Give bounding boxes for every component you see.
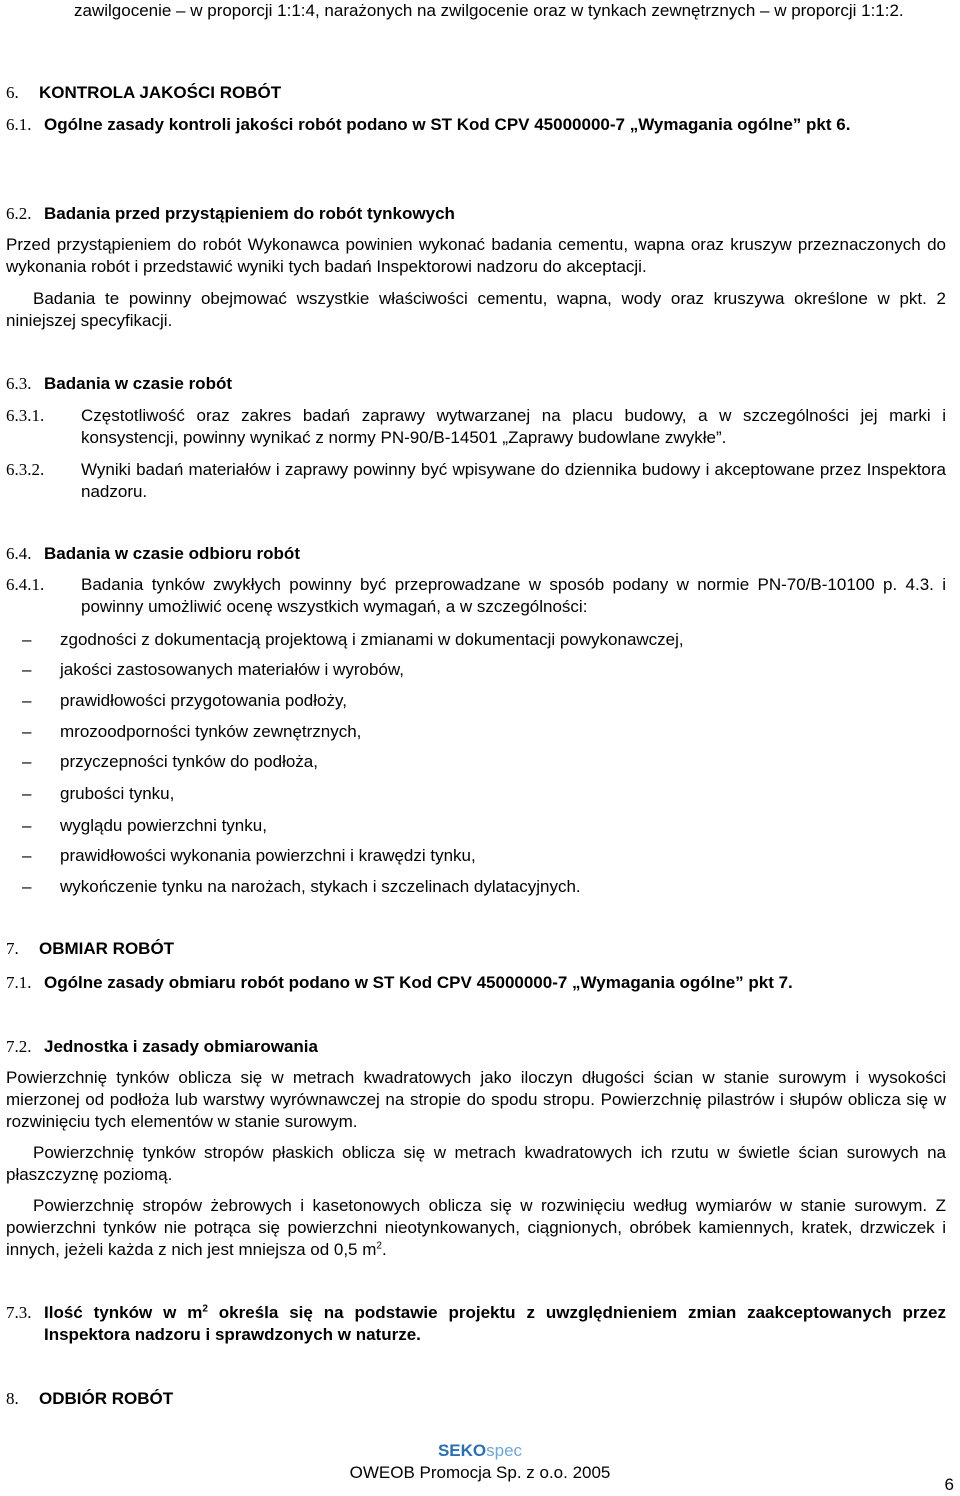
list-item-text: wykończenie tynku na narożach, stykach i szczelinach dylatacyjnych. xyxy=(60,877,581,896)
section-7-2-paragraph-3 xyxy=(6,1195,946,1261)
list-item-text: prawidłowości przygotowania podłoży, xyxy=(60,691,347,710)
section-7-2-heading xyxy=(6,1036,318,1058)
dash-marker: – xyxy=(22,846,32,865)
list-item xyxy=(22,876,960,898)
logo-part-seko: SEKO xyxy=(437,1441,487,1460)
section-title: ODBIÓR ROBÓT xyxy=(39,1389,174,1408)
title-part-a: Ilość tynków w m xyxy=(44,1303,203,1322)
section-6-3-heading xyxy=(6,373,232,395)
section-number: 7.1. xyxy=(6,973,32,992)
intro-paragraph: zawilgocenie – w proporcji 1:1:4, narażonych na zwilgocenie oraz w tynkach zewnętrznych – w proporcji 1:1:2. xyxy=(74,1,904,20)
list-item-text: wyglądu powierzchni tynku, xyxy=(60,816,267,835)
item-text: Wyniki badań materiałów i zaprawy powinny być wpisywane do dziennika budowy i akceptowane przez Inspektora nadzoru. xyxy=(81,460,946,501)
section-7-1-heading xyxy=(6,972,793,994)
section-number: 7.2. xyxy=(6,1037,32,1056)
list-item-text: grubości tynku, xyxy=(60,784,175,803)
page-number: 6 xyxy=(944,1475,954,1494)
dash-marker: – xyxy=(22,784,32,803)
footer-logo xyxy=(0,1440,960,1462)
item-text: Badania tynków zwykłych powinny być przeprowadzane w sposób podany w normie PN-70/B-10100 p. 4.3. i powinny umożliwić ocenę wszystkich wymagań, a w szczególności: xyxy=(81,575,946,616)
list-item-text: jakości zastosowanych materiałów i wyrobów, xyxy=(60,660,404,679)
section-title: Jednostka i zasady obmiarowania xyxy=(44,1037,318,1056)
footer-publisher: OWEOB Promocja Sp. z o.o. 2005 xyxy=(349,1463,611,1482)
superscript: 2 xyxy=(376,1240,382,1252)
item-number: 6.3.1. xyxy=(6,406,45,425)
section-number: 6.1. xyxy=(6,115,32,134)
section-title: Ogólne zasady kontroli jakości robót podano w ST Kod CPV 45000000-7 „Wymagania ogólne” pkt 6. xyxy=(44,115,851,134)
section-title: KONTROLA JAKOŚCI ROBÓT xyxy=(39,83,282,102)
item-6-3-2 xyxy=(6,459,946,503)
item-text: Częstotliwość oraz zakres badań zaprawy wytwarzanej na placu budowy, a w szczególności jej marki i konsystencji, powinny wynikać z normy PN-90/B-14501 „Zaprawy budowlane zwykłe”. xyxy=(81,406,946,447)
title-part-b: określa się na podstawie projektu z uwzględnieniem zmian zaakceptowanych przez Inspektora nadzoru i sprawdzonych w naturze. xyxy=(44,1303,946,1344)
section-number: 6.2. xyxy=(6,204,32,223)
section-number: 6.3. xyxy=(6,374,32,393)
section-number: 7.3. xyxy=(6,1303,32,1322)
section-title: Badania w czasie odbioru robót xyxy=(44,544,300,563)
item-number: 6.4.1. xyxy=(6,575,45,594)
dash-marker: – xyxy=(22,660,32,679)
list-item xyxy=(22,751,960,773)
section-number: 7. xyxy=(6,939,19,958)
section-6-4-heading xyxy=(6,543,300,565)
superscript: 2 xyxy=(202,1303,208,1315)
section-7-heading xyxy=(6,938,174,960)
list-item-text: prawidłowości wykonania powierzchni i krawędzi tynku, xyxy=(60,846,476,865)
dash-marker: – xyxy=(22,691,32,710)
list-item xyxy=(22,629,960,651)
section-6-2-heading xyxy=(6,203,455,225)
section-title: Ogólne zasady obmiaru robót podano w ST Kod CPV 45000000-7 „Wymagania ogólne” pkt 7. xyxy=(44,973,793,992)
section-6-2-paragraph-1: Przed przystąpieniem do robót Wykonawca powinien wykonać badania cementu, wapna oraz kruszyw przeznaczonych do wykonania robót i przedstawić wyniki tych badań Inspektorowi nadzoru do akceptacji. xyxy=(6,235,946,276)
section-number: 6.4. xyxy=(6,544,32,563)
list-item xyxy=(22,845,960,867)
item-6-4-1 xyxy=(6,574,946,618)
dash-marker: – xyxy=(22,722,32,741)
item-number: 6.3.2. xyxy=(6,460,45,479)
list-item xyxy=(22,815,960,837)
section-6-heading xyxy=(6,82,281,104)
section-title xyxy=(44,1302,946,1346)
list-item-text: przyczepności tynków do podłoża, xyxy=(60,752,318,771)
section-6-1-heading xyxy=(6,114,946,158)
dash-marker: – xyxy=(22,877,32,896)
section-6-2-paragraph-2: Badania te powinny obejmować wszystkie właściwości cementu, wapna, wody oraz kruszywa określone w pkt. 2 niniejszej specyfikacji. xyxy=(6,289,946,330)
list-item-text: mrozoodporności tynków zewnętrznych, xyxy=(60,722,362,741)
section-number: 8. xyxy=(6,1389,19,1408)
section-title: OBMIAR ROBÓT xyxy=(39,939,175,958)
list-item xyxy=(22,690,960,712)
dash-marker: – xyxy=(22,752,32,771)
section-7-3-heading xyxy=(6,1302,946,1346)
paragraph-text: Powierzchnię stropów żebrowych i kasetonowych oblicza się w rozwinięciu według wymiarów w stanie surowym. Z powierzchni tynków nie potrąca się powierzchni nieotynkowanych, ciągnionych, obróbek kamiennych, kratek, drzwiczek i innych, jeżeli każda z nich jest mniejsza od 0,5 m xyxy=(6,1196,946,1259)
section-8-heading xyxy=(6,1388,173,1410)
item-6-3-1 xyxy=(6,405,946,449)
section-title: Badania przed przystąpieniem do robót tynkowych xyxy=(44,204,455,223)
section-7-2-paragraph-2: Powierzchnię tynków stropów płaskich oblicza się w metrach kwadratowych ich rzutu w świetle ścian surowych na płaszczyznę poziomą. xyxy=(6,1143,946,1184)
logo-part-spec: spec xyxy=(486,1441,523,1460)
section-7-2-paragraph-1: Powierzchnię tynków oblicza się w metrach kwadratowych jako iloczyn długości ścian w stanie surowym i wysokości mierzonej od podłoża lub warstwy wyrównawczej na stropie do spodu stropu. Powierzchnię pilastrów i słupów oblicza się w rozwinięciu tych elementów w stanie surowym. xyxy=(6,1068,946,1131)
section-title: Badania w czasie robót xyxy=(44,374,232,393)
list-item xyxy=(22,721,960,743)
list-item xyxy=(22,783,960,805)
dash-marker: – xyxy=(22,630,32,649)
dash-marker: – xyxy=(22,816,32,835)
section-number: 6. xyxy=(6,83,19,102)
list-item xyxy=(22,659,960,681)
list-item-text: zgodności z dokumentacją projektową i zmianami w dokumentacji powykonawczej, xyxy=(60,630,684,649)
paragraph-end: . xyxy=(381,1240,387,1259)
